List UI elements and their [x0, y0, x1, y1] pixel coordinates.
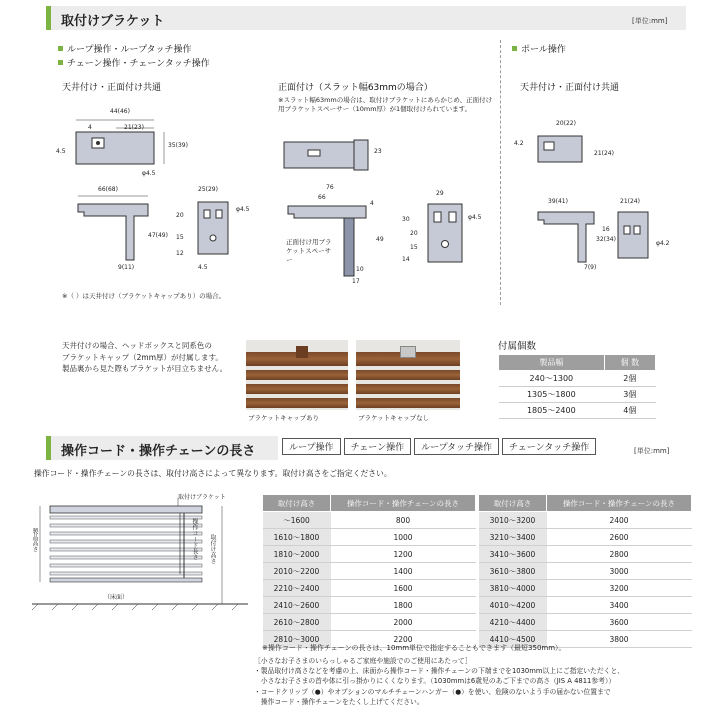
section-divider: [500, 40, 501, 305]
dim-pole-front-dia: φ4.2: [656, 240, 670, 247]
dim-pole-front-21: 21(24): [620, 198, 640, 205]
diagram-bracket-label: 取付けブラケット: [178, 494, 226, 501]
dim-loop-front-hole: 4.5: [198, 264, 208, 271]
cord-unit-label: [単位:mm]: [634, 447, 670, 455]
bracket-top-body: [76, 132, 154, 164]
dim-loop-hole-offset: 4.5: [56, 148, 66, 155]
table-row: 2210～2400 1600: [263, 580, 476, 597]
pole-common-label: 天井付け・正面付け共通: [520, 83, 620, 93]
front-mount-front-drawing: [424, 198, 466, 268]
loop-bracket-front-drawing: [194, 196, 234, 262]
dim-loop-front-dia: φ4.5: [236, 206, 250, 213]
caution-heading: ［小さなお子さまのいらっしゃるご家庭や施設でのご使用にあたって］: [254, 657, 472, 665]
front-mount-note: ※スラット幅63mmの場合は、取付けブラケットにあらかじめ、正面付け用ブラケットスペーサー（10mm厚）が1個取付けられています。: [278, 96, 493, 113]
dim-front-66: 66: [318, 194, 326, 201]
bracket-front-plate: [198, 202, 228, 254]
dim-pole-21: 21(24): [594, 150, 614, 157]
dim-loop-front-12: 12: [176, 250, 184, 257]
headbox: [50, 506, 202, 513]
cord-length-table-left: [262, 494, 476, 648]
table-row: 2810～3000 2200: [263, 631, 476, 648]
dim-loop-front-15: 15: [176, 234, 184, 241]
accessory-title: 付属個数: [498, 341, 537, 352]
dim-front-top-23: 23: [374, 148, 382, 155]
bracket-section-header: [46, 6, 686, 30]
cord-header-mount-height: 取付け高さ: [263, 495, 331, 512]
table-row: 1305～1800 3個: [499, 387, 656, 403]
dim-pole-20: 20(22): [556, 120, 576, 127]
bracket-footnote: ※（ ）は天井付け（ブラケットキャップあり）の場合。: [62, 292, 226, 300]
dim-front-dia: φ4.5: [468, 214, 482, 221]
pole-side-profile: [538, 212, 594, 262]
caption-without-cap: ブラケットキャップなし: [358, 414, 430, 422]
cord-table-note: ※操作コード・操作チェーンの長さは、10mm単位で指定することもできます（最短350mm）。: [262, 644, 566, 652]
dim-front-14: 14: [402, 256, 410, 263]
dim-front-20: 20: [410, 230, 418, 237]
front-front-plate: [428, 204, 462, 262]
dim-front-29: 29: [436, 190, 444, 197]
blind-diagram: [28, 486, 254, 616]
table-row: 1805～2400 4個: [499, 403, 656, 419]
dim-pole-39: 39(41): [548, 198, 568, 205]
pole-bracket-side-drawing: [534, 202, 604, 272]
slat: [50, 548, 202, 551]
slat: [50, 564, 202, 567]
table-row: 4210～4400 3600: [479, 614, 692, 631]
pole-bracket-top-drawing: [530, 122, 590, 178]
photo-without-cap: [356, 340, 460, 410]
cord-length-table-right: [478, 494, 692, 648]
dim-front-49: 49: [376, 236, 384, 243]
table-row: 240～1300 2個: [499, 371, 656, 387]
table-row: ～1600 800: [263, 512, 476, 529]
diagram-mount-height: 取付け高さ: [209, 534, 216, 564]
ceiling-front-common-label: 天井付け・正面付け共通: [62, 83, 162, 93]
slat: [50, 516, 202, 519]
loop-bracket-side-drawing: [70, 190, 160, 270]
slat: [50, 572, 202, 575]
bracket-spacer: [344, 218, 354, 276]
pole-front-plate: [618, 212, 648, 258]
accessory-table: [498, 354, 656, 419]
table-row: 2010～2200 1400: [263, 563, 476, 580]
bracket-screw-hole: [96, 141, 100, 145]
accessory-header-width: 製品幅: [499, 355, 605, 371]
dim-front-4: 4: [370, 200, 374, 207]
bracket-section-title: 取付けブラケット: [61, 14, 165, 29]
bracket-unit-label: [単位:mm]: [632, 17, 668, 25]
dim-loop-side-width: 66(68): [98, 186, 118, 193]
table-row: 3610～3800 3000: [479, 563, 692, 580]
table-row: 1610～1800 1000: [263, 529, 476, 546]
dim-front-17: 17: [352, 278, 360, 285]
cord-section-header: [46, 436, 278, 460]
diagram-floor: （床面）: [104, 594, 129, 601]
front-mount-top-drawing: [278, 136, 388, 176]
table-row: 3810～4000 3200: [479, 580, 692, 597]
dim-front-10: 10: [356, 266, 364, 273]
cord-intro: 操作コード・操作チェーンの長さは、取付け高さによって異なります。取付け高さをご指定ください。: [34, 469, 392, 478]
cap-description: 天井付けの場合、ヘッドボックスと同系色の ブラケットキャップ（2mm厚）が付属します。 製品裏から見た際もブラケットが目立ちません。: [62, 341, 228, 374]
table-row: 3010～3200 2400: [479, 512, 692, 529]
diagram-cord-length: 操作コード長さ: [191, 518, 198, 560]
dim-loop-tab: 4: [88, 124, 92, 131]
front-mount-title: 正面付け（スラット幅63mmの場合）: [278, 83, 433, 93]
slat: [50, 524, 202, 527]
cord-section-title: 操作コード・操作チェーンの長さ: [61, 444, 256, 459]
accessory-header-count: 個 数: [604, 355, 655, 371]
spacer-callout: 正面付け用ブラケットスペーサー: [286, 238, 332, 264]
pole-bracket-front-drawing: [614, 208, 654, 268]
slat: [50, 540, 202, 543]
table-row: 3210～3400 2600: [479, 529, 692, 546]
bottom-rail: [50, 578, 202, 582]
dim-front-15: 15: [410, 244, 418, 251]
table-row: 1810～2000 1200: [263, 546, 476, 563]
tab-chain: チェーン操作: [344, 438, 412, 455]
diagram-product-height: 製品高さ: [31, 528, 38, 552]
dim-pole-42: 4.2: [514, 140, 524, 147]
pole-operation-label: ポール操作: [512, 42, 566, 55]
table-row: 4010～4200 3400: [479, 597, 692, 614]
table-row: 4410～4500 3800: [479, 631, 692, 648]
cord-header-length: 操作コード・操作チェーンの長さ: [547, 495, 692, 512]
dim-pole-32: 32(34): [596, 236, 616, 243]
dim-loop-inner: 21(23): [124, 124, 144, 131]
slat: [50, 532, 202, 535]
dim-loop-side-height: 47(49): [148, 232, 168, 239]
child-safety-caution: ［小さなお子さまのいらっしゃるご家庭や施設でのご使用にあたって］ ・製品取付け高さなどを考慮の上、床面から操作コード・操作チェーンの下端までを1030mm以上にご指定いただくと、 小さなお子さまの首や体に引っ掛かりにくくなります。（1030mmは6歳児のあご下までの高さ（JIS A 4811参考）） ・コードクリップ（●）やオプションのマルチチェーンハンガー（●）を使い、危険のないよう手の届かない位置まで 操作コード・操作チェーンをたくし上げてください。: [254, 656, 714, 707]
cord-header-length: 操作コード・操作チェーンの長さ: [331, 495, 476, 512]
dim-loop-front-width: 25(29): [198, 186, 218, 193]
slat: [50, 556, 202, 559]
chain-operation-label: チェーン操作・チェーンタッチ操作: [58, 56, 210, 69]
tab-chain-touch: チェーンタッチ操作: [502, 438, 596, 455]
table-row: 3410～3600 2800: [479, 546, 692, 563]
table-row: 2410～2600 1800: [263, 597, 476, 614]
dim-front-76: 76: [326, 184, 334, 191]
dim-loop-hole-dia: φ4.5: [142, 170, 156, 177]
bracket-side-profile: [78, 204, 148, 260]
operation-tabs: [282, 438, 599, 455]
loop-bracket-top-drawing: [56, 106, 176, 186]
dim-loop-height: 35(39): [168, 142, 188, 149]
dim-loop-front-20: 20: [176, 212, 184, 219]
loop-operation-label: ループ操作・ループタッチ操作: [58, 42, 191, 55]
tab-loop: ループ操作: [282, 438, 341, 455]
cord-header-mount-height: 取付け高さ: [479, 495, 547, 512]
tab-loop-touch: ループタッチ操作: [414, 438, 499, 455]
table-row: 2610～2800 2000: [263, 614, 476, 631]
dim-loop-width: 44(46): [110, 108, 130, 115]
dim-loop-side-foot: 9(11): [118, 264, 135, 271]
photo-with-cap: [246, 340, 348, 410]
caption-with-cap: ブラケットキャップあり: [248, 414, 320, 422]
dim-pole-7: 7(9): [584, 264, 597, 271]
dim-pole-front-16: 16: [602, 226, 610, 233]
dim-front-30: 30: [402, 216, 410, 223]
